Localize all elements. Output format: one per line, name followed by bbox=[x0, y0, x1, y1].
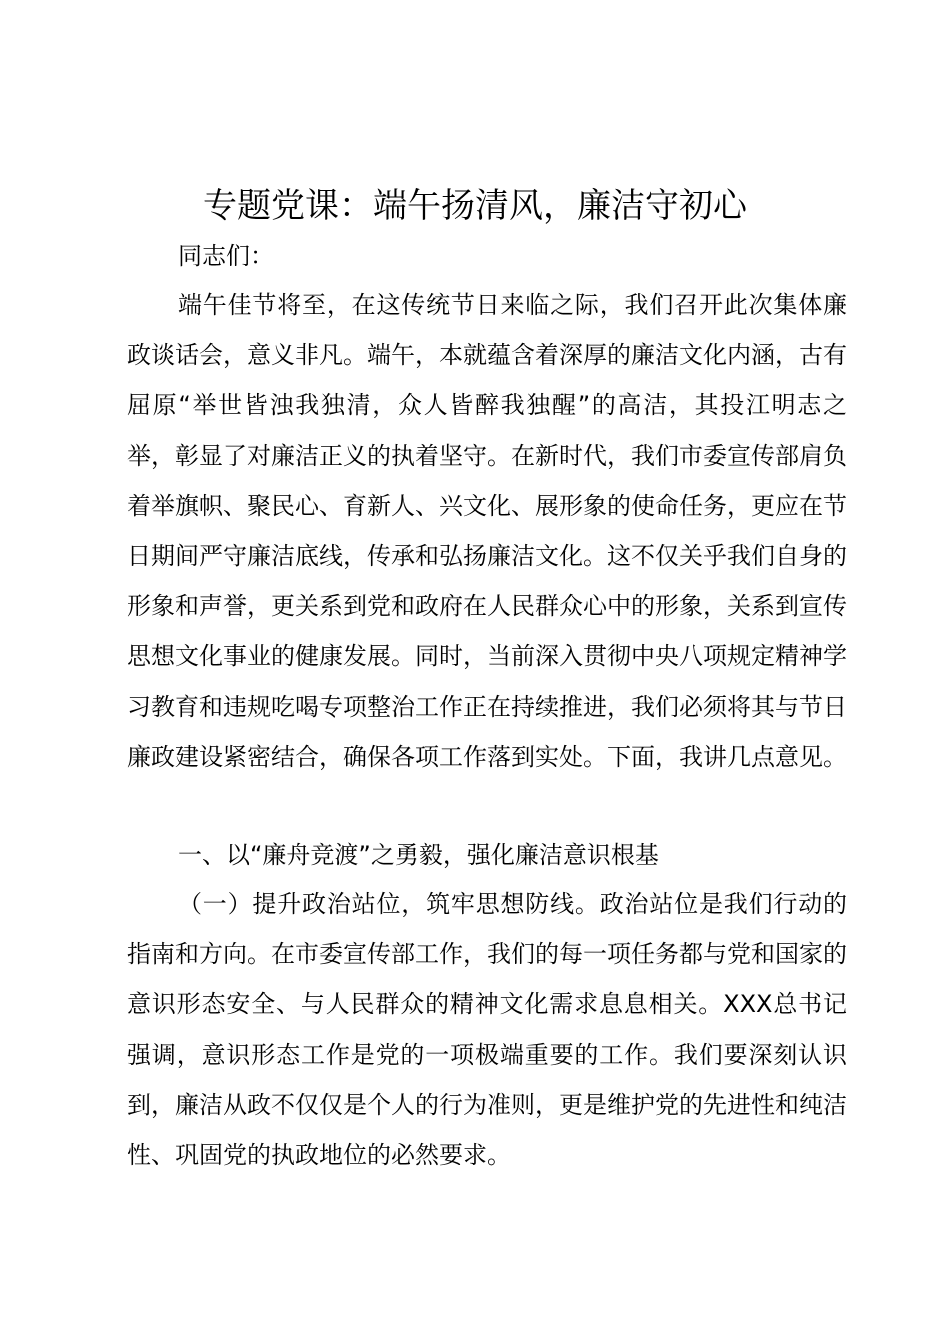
document-title: 专题党课：端午扬清风，廉洁守初心 bbox=[203, 186, 747, 226]
body-paragraph-2: （一）提升政治站位，筑牢思想防线。政治站位是我们行动的指南和方向。在市委宣传部工作，我们的每一项任务都与党和国家的意识形态安全、与人民群众的精神文化需求息息相关。XXX总书记强调，意识形态工作是党的一项极端重要的工作。我们要深刻认识到，廉洁从政不仅仅是个人的行为准则，更是维护党的先进性和纯洁性、巩固党的执政地位的必然要求。 bbox=[127, 890, 847, 1170]
greeting: 同志们： bbox=[178, 242, 274, 270]
body-paragraph-1: 端午佳节将至，在这传统节日来临之际，我们召开此次集体廉政谈话会，意义非凡。端午，本就蕴含着深厚的廉洁文化内涵，古有屈原“举世皆浊我独清，众人皆醉我独醒”的高洁，其投江明志之举，彰显了对廉洁正义的执着坚守。在新时代，我们市委宣传部肩负着举旗帜、聚民心、育新人、兴文化、展形象的使命任务，更应在节日期间严守廉洁底线，传承和弘扬廉洁文化。这不仅关乎我们自身的形象和声誉，更关系到党和政府在人民群众心中的形象，关系到宣传思想文化事业的健康发展。同时，当前深入贯彻中央八项规定精神学习教育和违规吃喝专项整治工作正在持续推进，我们必须将其与节日廉政建设紧密结合，确保各项工作落到实处。下面，我讲几点意见。 bbox=[127, 291, 847, 771]
section-heading-1: 一、以“廉舟竞渡”之勇毅，强化廉洁意识根基 bbox=[178, 841, 659, 869]
